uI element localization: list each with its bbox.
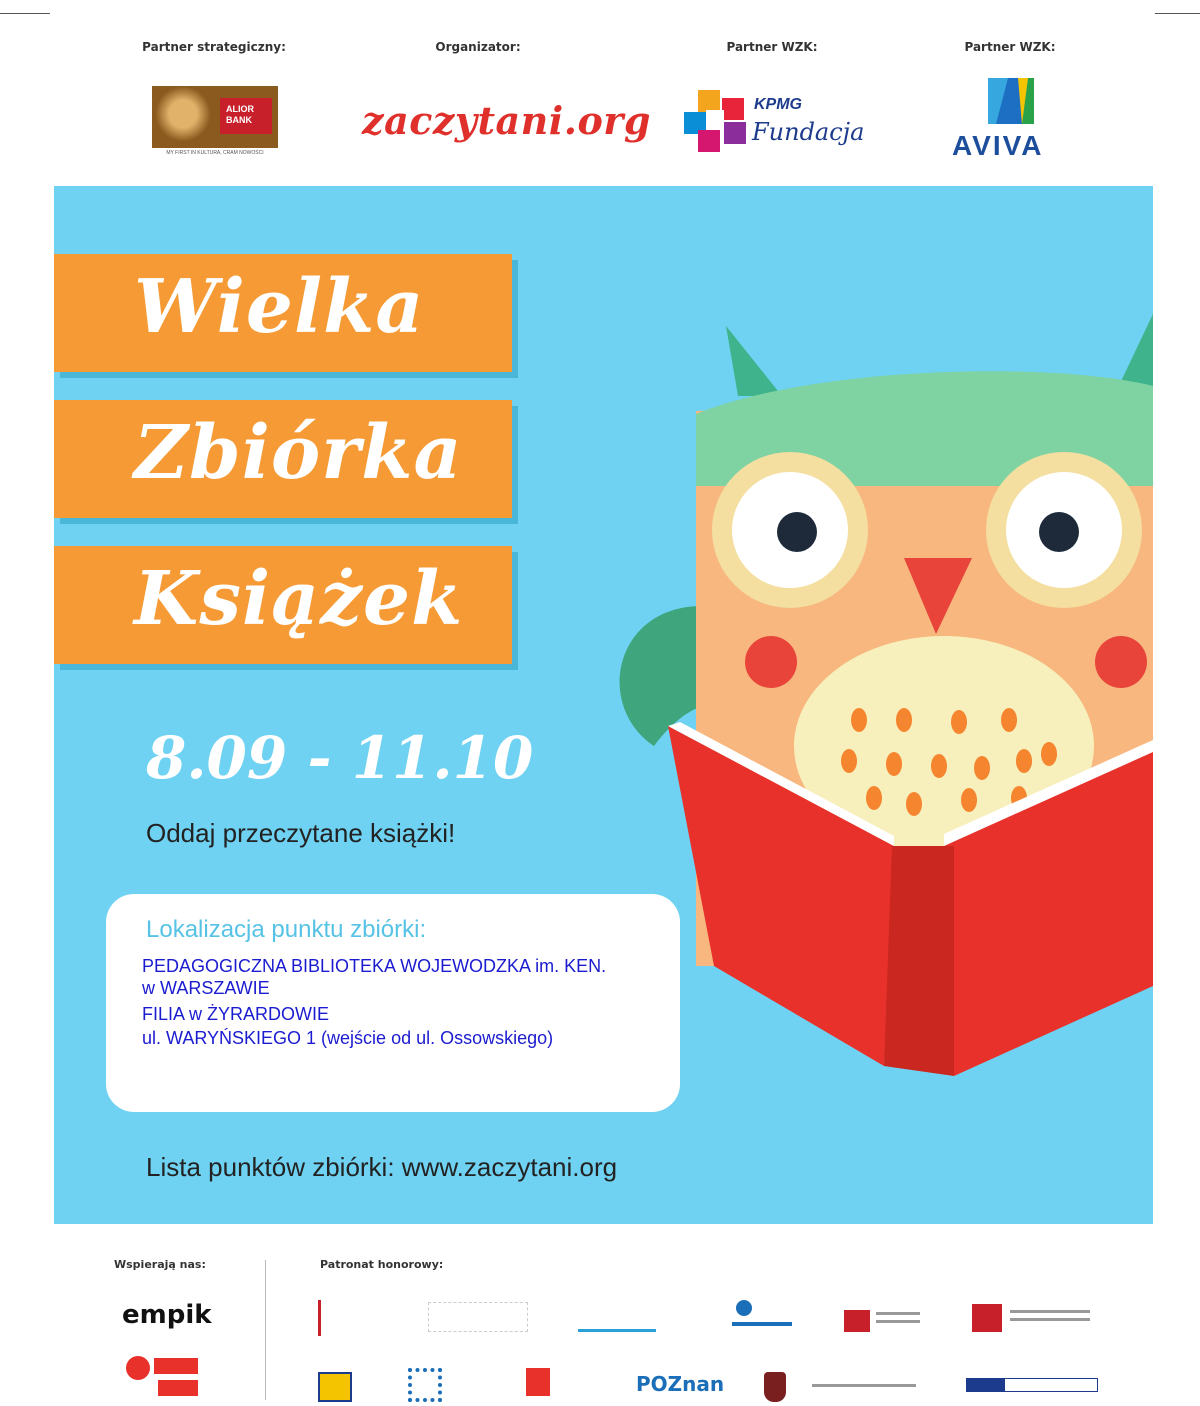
gdansk-mayor-logo[interactable] bbox=[972, 1302, 1098, 1336]
title-line-2: Zbiórka bbox=[134, 410, 463, 496]
city-crest-logo[interactable] bbox=[318, 1372, 352, 1402]
location-line: PEDAGOGICZNA BIBLIOTEKA WOJEWODZKA im. KEN. bbox=[142, 956, 607, 976]
alior-subtitle: MY FIRST IN KULTURA, CRAM NOWOŚCI bbox=[166, 150, 264, 156]
title-band-2 bbox=[54, 400, 512, 518]
location-line: ul. WARYŃSKIEGO 1 (wejście od ul. Ossowskiego) bbox=[142, 1028, 554, 1048]
footer-divider bbox=[265, 1260, 266, 1400]
partner-wzk-label-2: Partner WZK: bbox=[964, 40, 1056, 54]
location-box bbox=[106, 894, 680, 1112]
city-crest-red-logo[interactable] bbox=[764, 1372, 786, 1402]
national-library-logo[interactable] bbox=[578, 1302, 656, 1332]
crop-mark-left bbox=[0, 0, 50, 14]
title-band-1 bbox=[54, 254, 512, 372]
castle-icon bbox=[844, 1304, 920, 1334]
alior-face-icon bbox=[152, 86, 214, 148]
partner-wzk-label: Partner WZK: bbox=[726, 40, 818, 54]
alior-bank-logo[interactable] bbox=[152, 86, 278, 148]
collection-points-link[interactable]: Lista punktów zbiórki: www.zaczytani.org bbox=[146, 1152, 618, 1182]
gdansk-crest-icon bbox=[972, 1302, 1098, 1336]
poster-panel bbox=[54, 186, 1153, 1224]
empik-logo[interactable]: empik bbox=[122, 1300, 212, 1330]
fundacja-text: Fundacja bbox=[752, 118, 865, 146]
title-line-1: Wielka bbox=[134, 264, 425, 350]
wroclaw-mark-icon bbox=[967, 1379, 1005, 1391]
tagline: Oddaj przeczytane książki! bbox=[146, 818, 456, 848]
aviva-mark-icon bbox=[988, 78, 1034, 124]
partner-strategic-label: Partner strategiczny: bbox=[142, 40, 286, 54]
kpmg-squares-icon bbox=[684, 90, 748, 154]
title-line-3: Książek bbox=[134, 556, 464, 642]
ministry-digital-logo[interactable] bbox=[428, 1302, 528, 1332]
poznan-logo[interactable]: POZnan bbox=[636, 1372, 725, 1396]
kpmg-text[interactable]: KPMG bbox=[754, 96, 802, 113]
location-line: w WARSZAWIE bbox=[142, 978, 270, 998]
organizer-label: Organizator: bbox=[435, 40, 521, 54]
crop-mark-right bbox=[1155, 0, 1200, 14]
wroclaw-logo[interactable] bbox=[966, 1378, 1098, 1392]
alior-name: ALIOR BANK bbox=[220, 98, 272, 134]
mayor-logo-red[interactable] bbox=[526, 1368, 550, 1396]
ombudsman-icon bbox=[726, 1296, 798, 1336]
support-label: Wspierają nas: bbox=[114, 1258, 206, 1271]
event-dates: 8.09 - 11.10 bbox=[146, 724, 534, 792]
city-logo-blue[interactable] bbox=[408, 1368, 442, 1402]
ombudsman-children-logo[interactable] bbox=[726, 1296, 798, 1336]
location-line: FILIA w ŻYRARDOWIE bbox=[142, 1004, 330, 1024]
patron-text-logo[interactable] bbox=[812, 1384, 916, 1387]
title-band-3 bbox=[54, 546, 512, 664]
aviva-text[interactable]: AVIVA bbox=[952, 130, 1044, 161]
location-title: Lokalizacja punktu zbiórki: bbox=[146, 916, 427, 943]
ministry-culture-logo[interactable] bbox=[318, 1300, 384, 1336]
culture-center-logo[interactable] bbox=[844, 1304, 920, 1334]
patronage-label: Patronat honorowy: bbox=[320, 1258, 444, 1271]
legalna-kultura-logo[interactable] bbox=[124, 1352, 204, 1402]
zaczytani-logo[interactable]: zaczytani.org bbox=[362, 98, 651, 143]
